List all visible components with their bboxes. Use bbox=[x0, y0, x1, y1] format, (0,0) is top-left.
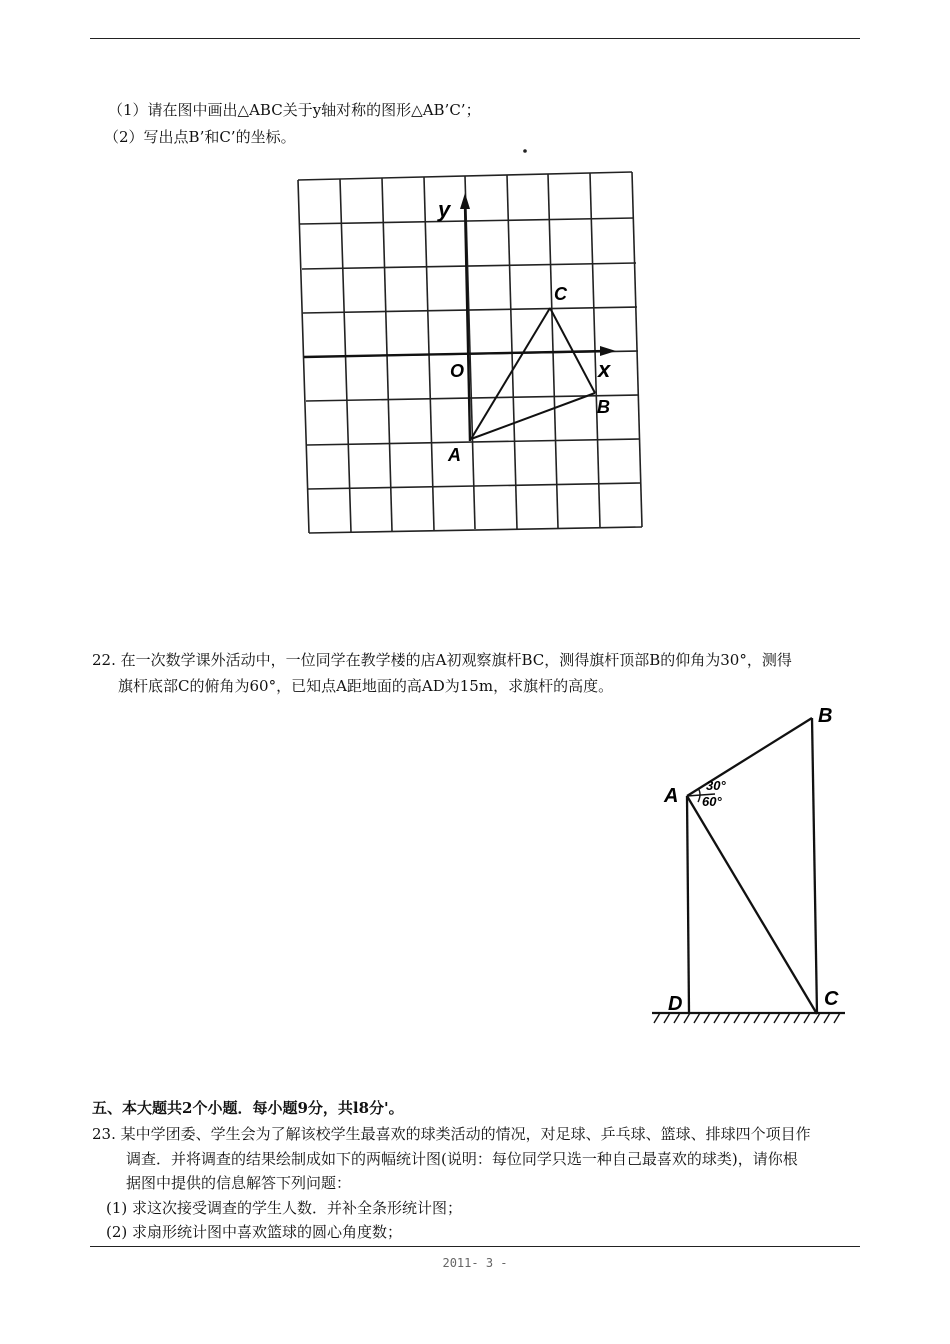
point-a-label: A bbox=[664, 785, 679, 807]
point-d-label: D bbox=[668, 993, 683, 1015]
section5-heading: 五、本大题共2个小题．每小题9分，共l8分'。 bbox=[92, 1099, 404, 1117]
q21-part2: （2）写出点B’和C’的坐标。 bbox=[104, 128, 296, 146]
y-axis-label: y bbox=[438, 197, 451, 222]
q23-line3: 据图中提供的信息解答下列问题： bbox=[126, 1174, 352, 1192]
point-c-label: C bbox=[824, 988, 839, 1010]
header-rule bbox=[90, 38, 860, 39]
sightline-ac bbox=[687, 796, 817, 1014]
flagpole-bc bbox=[812, 718, 817, 1014]
point-a-label: A bbox=[448, 445, 461, 465]
x-axis-label: x bbox=[598, 357, 611, 382]
point-c-label: C bbox=[554, 284, 567, 304]
q23-sub1: (1) 求这次接受调查的学生人数．并补全条形统计图； bbox=[106, 1199, 463, 1217]
q22-line2: 旗杆底部C的俯角为60°，已知点A距地面的高AD为15m，求旗杆的高度。 bbox=[118, 677, 614, 695]
point-b-label: B bbox=[818, 705, 833, 727]
flagpole-figure bbox=[640, 700, 860, 1040]
q23-line2: 调查．并将调查的结果绘制成如下的两幅统计图(说明：每位同学只选一种自己最喜欢的球类)，请你根 bbox=[126, 1150, 798, 1168]
q21-part1: （1）请在图中画出△ABC关于y轴对称的图形△AB’C’； bbox=[108, 101, 481, 119]
q23-sub2: (2) 求扇形统计图中喜欢篮球的圆心角度数； bbox=[106, 1223, 403, 1241]
q23-line1: 23. 某中学团委、学生会为了解该校学生最喜欢的球类活动的情况，对足球、乒乓球、篮球、排球四个项目作 bbox=[92, 1125, 811, 1143]
q22-line1: 22. 在一次数学课外活动中，一位同学在教学楼的店A初观察旗杆BC，测得旗杆顶部B的仰角为30°，测得 bbox=[92, 651, 792, 669]
page-number: 2011- 3 - bbox=[442, 1256, 508, 1270]
y-axis-arrow-icon bbox=[460, 193, 470, 209]
point-b-label: B bbox=[597, 397, 610, 417]
angle-60-label: 60° bbox=[702, 794, 722, 809]
angle-30-label: 30° bbox=[706, 778, 726, 793]
x-axis-arrow-icon bbox=[600, 346, 616, 356]
grid-figure bbox=[290, 145, 650, 545]
footer-rule bbox=[90, 1246, 860, 1247]
triangle-abc bbox=[471, 308, 595, 439]
building-wall-ad bbox=[687, 796, 689, 1012]
origin-label: O bbox=[450, 361, 465, 381]
speck-dot bbox=[523, 149, 527, 153]
